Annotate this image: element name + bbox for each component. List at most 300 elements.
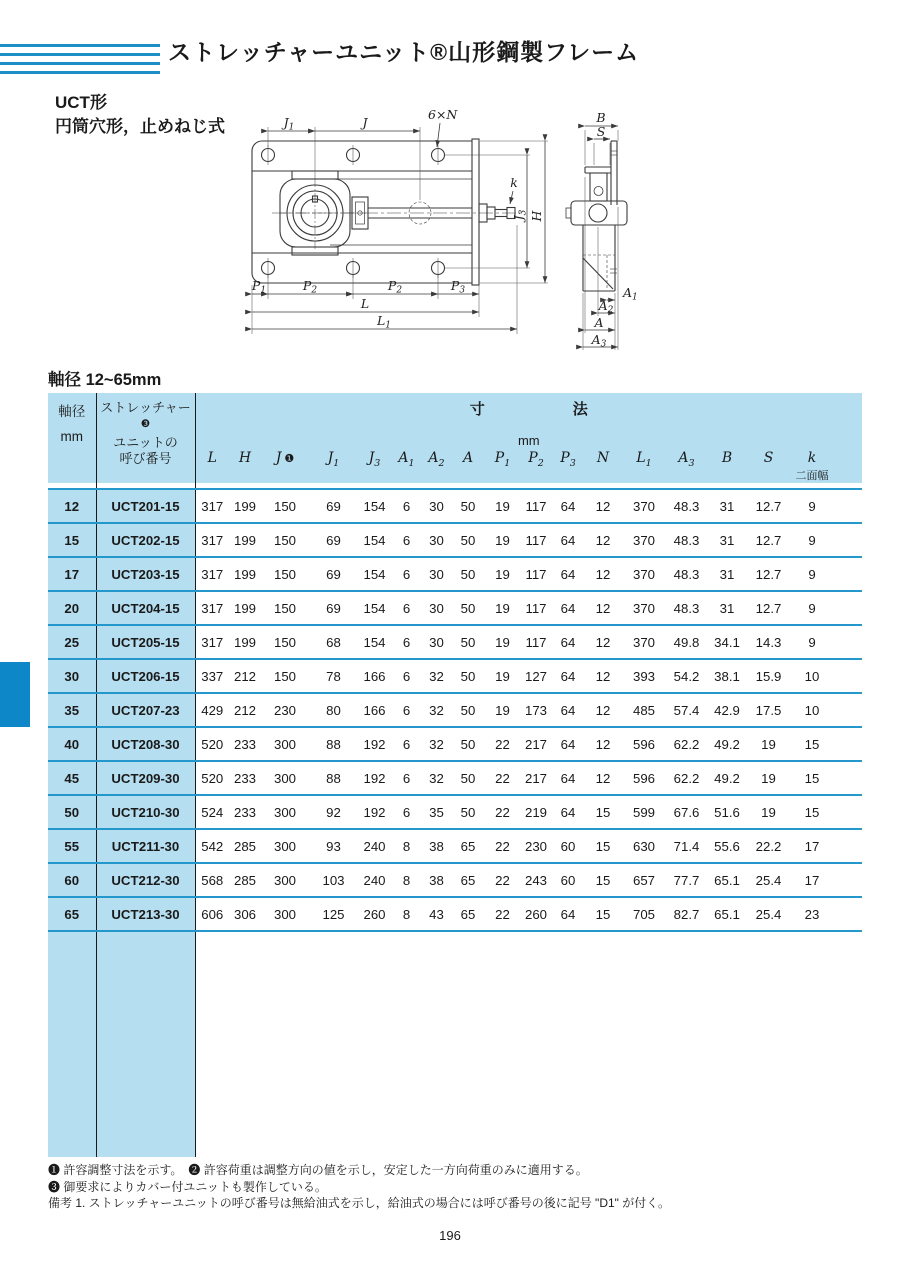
column-header: $J_3$	[358, 448, 391, 483]
dimension-cell: 19	[495, 702, 510, 718]
filler-cell	[834, 489, 862, 523]
dimension-cell: 596	[632, 770, 655, 786]
dimension-cell: 542	[201, 838, 224, 854]
dimension-cell: 606	[201, 906, 224, 922]
dimension-cell: 117	[525, 566, 547, 582]
table-body	[48, 483, 862, 931]
dimension-cell: 64	[560, 702, 576, 718]
dimension-cell: 212	[233, 702, 256, 718]
dimension-cell: 370	[632, 498, 655, 514]
unit-number-header	[96, 393, 195, 483]
dimension-cell: 55.6	[714, 838, 740, 854]
dimension-cell: 60	[560, 872, 576, 888]
dimension-cell: 25.4	[755, 906, 782, 922]
dimension-cell: 199	[233, 532, 256, 548]
shaft-diameter-cell: 25	[48, 625, 96, 659]
dimension-cell: 19	[495, 566, 510, 582]
dimension-cell: 9	[808, 532, 816, 548]
table-row	[48, 693, 862, 727]
unit-number-cell: UCT205-15	[96, 625, 195, 659]
dimension-cell: 6	[402, 770, 411, 786]
page-title: ストレッチャーユニット®山形鋼製フレーム	[168, 39, 640, 65]
dimension-cell: 127	[524, 668, 547, 684]
label-p2: $P_2$	[302, 278, 318, 296]
dimension-cell: 51.6	[714, 804, 740, 820]
dimension-cell: 22	[495, 736, 510, 752]
filler-cell	[834, 693, 862, 727]
column-header: N	[584, 448, 622, 483]
column-header: A	[451, 448, 485, 483]
dimension-cell: 300	[273, 906, 296, 922]
label-a2: $A_2$	[598, 298, 614, 316]
dimension-cell: 154	[363, 634, 386, 650]
dimension-cell: 19	[495, 532, 510, 548]
table-row	[48, 557, 862, 591]
shaft-diameter-cell: 45	[48, 761, 96, 795]
dimension-cell: 15	[595, 872, 611, 888]
unit-number-cell: UCT201-15	[96, 489, 195, 523]
dimension-cell: 19	[495, 668, 510, 684]
dimension-cell: 49.8	[673, 634, 700, 650]
label-l1: $L_1$	[376, 313, 392, 331]
filler-cell	[834, 659, 862, 693]
dimension-table	[48, 393, 862, 1157]
dimension-cell: 285	[233, 838, 256, 854]
dimension-cell: 19	[495, 498, 510, 514]
table-row	[48, 591, 862, 625]
dimension-cell: 12.7	[755, 532, 782, 548]
unit-number-cell: UCT202-15	[96, 523, 195, 557]
dimension-lines	[252, 123, 545, 329]
unit-number-cell: UCT209-30	[96, 761, 195, 795]
dimension-cell: 93	[326, 838, 341, 854]
dimension-cell: 64	[560, 532, 576, 548]
filler-cell	[834, 523, 862, 557]
dimension-cell: 32	[429, 702, 444, 718]
column-header: $J_1$	[309, 448, 358, 483]
shaft-diameter-cell: 55	[48, 829, 96, 863]
header-stripes	[0, 44, 160, 80]
dimension-cell: 22.2	[755, 838, 782, 854]
table-row	[48, 761, 862, 795]
dimension-cell: 705	[632, 906, 655, 922]
dimension-table-wrap	[48, 393, 862, 1157]
shaft-diameter-cell: 17	[48, 557, 96, 591]
shaft-header-unit: mm	[60, 429, 83, 444]
dimension-cell: 14.3	[755, 634, 782, 650]
unit-header-line3: 呼び番号	[119, 451, 172, 466]
dimension-cell: 233	[233, 736, 256, 752]
column-header: k 二面幅	[790, 448, 834, 483]
dimension-cell: 154	[363, 532, 386, 548]
dimension-cell: 117	[525, 498, 547, 514]
shaft-diameter-cell: 15	[48, 523, 96, 557]
dimension-cell: 50	[460, 668, 476, 684]
dimension-cell: 31	[719, 566, 735, 582]
dimension-cell: 8	[402, 906, 411, 922]
unit-header-line2: ユニットの	[113, 435, 178, 450]
dimension-cell: 69	[326, 566, 341, 582]
dimension-cell: 520	[201, 736, 224, 752]
shaft-diameter-cell: 30	[48, 659, 96, 693]
dimension-cell: 30	[429, 566, 444, 582]
table-row	[48, 829, 862, 863]
dimension-cell: 12.7	[755, 566, 782, 582]
dimension-cell: 32	[429, 736, 444, 752]
table-row	[48, 489, 862, 523]
shaft-diameter-cell: 35	[48, 693, 96, 727]
dimension-cell: 230	[524, 838, 547, 854]
stripe-line	[0, 62, 160, 65]
dimension-cell: 64	[560, 668, 576, 684]
dimension-cell: 260	[363, 906, 386, 922]
filler-cell	[834, 591, 862, 625]
unit-number-cell: UCT203-15	[96, 557, 195, 591]
dimension-cell: 15	[595, 838, 611, 854]
dimension-cell: 50	[460, 532, 476, 548]
dimension-cell: 10	[804, 702, 820, 718]
dimension-cell: 64	[560, 736, 576, 752]
dimension-cell: 300	[273, 804, 296, 820]
page-edge-tab	[0, 662, 30, 727]
table-row	[48, 795, 862, 829]
dimension-cell: 8	[402, 838, 411, 854]
column-header: $P_1$	[485, 448, 520, 483]
dimension-cell: 150	[273, 668, 296, 684]
filler-cell	[834, 727, 862, 761]
dimension-cell: 50	[460, 770, 476, 786]
dimension-cell: 12	[595, 668, 611, 684]
dimension-cell: 285	[233, 872, 256, 888]
dimension-cell: 17	[804, 838, 820, 854]
filler-cell	[834, 863, 862, 897]
dimension-cell: 233	[233, 804, 256, 820]
dimension-cell: 65.1	[714, 872, 740, 888]
dimension-cell: 92	[326, 804, 341, 820]
dimension-cell: 65	[460, 906, 476, 922]
dimension-cell: 317	[201, 532, 224, 548]
filler-cell	[834, 557, 862, 591]
filler-cell	[834, 829, 862, 863]
dimension-cell: 43	[429, 906, 444, 922]
label-p3: $P_3$	[450, 278, 466, 296]
dimension-cell: 12	[595, 634, 611, 650]
dimension-cell: 69	[326, 532, 341, 548]
dimension-cell: 150	[273, 498, 296, 514]
dimension-cell: 199	[233, 566, 256, 582]
label-a1: $A_1$	[623, 285, 638, 303]
filler-cell	[834, 795, 862, 829]
dimension-cell: 15.9	[755, 668, 782, 684]
dimension-cell: 30	[429, 600, 444, 616]
column-header: B	[707, 448, 747, 483]
table-row	[48, 727, 862, 761]
shaft-diameter-cell: 40	[48, 727, 96, 761]
dimension-cell: 19	[761, 736, 776, 752]
label-b: B	[596, 110, 606, 125]
dimension-cell: 48.3	[673, 566, 700, 582]
shaft-header-label: 軸径	[58, 404, 86, 419]
filler-cell	[834, 625, 862, 659]
shaft-diameter-cell: 60	[48, 863, 96, 897]
dimension-cell: 199	[233, 600, 256, 616]
dimension-cell: 17.5	[755, 702, 782, 718]
footnote-line: ❸ 御要求によりカバー付ユニットも製作している。	[48, 1179, 327, 1194]
footnote-line: 備考 1. ストレッチャーユニットの呼び番号は無給油式を示し，給油式の場合には呼び番号の後に記号 "D1" が付く。	[48, 1196, 671, 1210]
dimension-cell: 192	[363, 736, 386, 752]
dimension-cell: 19	[495, 600, 510, 616]
shaft-diameter-cell: 65	[48, 897, 96, 931]
dimension-cell: 12.7	[755, 600, 782, 616]
dimension-cell: 22	[495, 872, 510, 888]
dimension-cell: 31	[719, 532, 735, 548]
dimensions-title: 寸法	[469, 401, 676, 418]
dimension-cell: 50	[460, 736, 476, 752]
label-k: k	[510, 175, 518, 190]
dimension-cell: 393	[632, 668, 655, 684]
shaft-diameter-cell: 20	[48, 591, 96, 625]
dimension-cell: 300	[273, 838, 296, 854]
dimension-cell: 65	[460, 872, 476, 888]
unit-number-cell: UCT212-30	[96, 863, 195, 897]
dimension-cell: 240	[363, 872, 386, 888]
dimension-cell: 12	[595, 736, 611, 752]
dimension-cell: 300	[273, 872, 296, 888]
dimension-cell: 524	[201, 804, 224, 820]
dimension-cell: 22	[495, 770, 510, 786]
dimension-cell: 630	[632, 838, 655, 854]
dimension-cell: 48.3	[673, 600, 700, 616]
unit-number-cell: UCT213-30	[96, 897, 195, 931]
dimension-cell: 6	[402, 566, 411, 582]
dimension-cell: 12.7	[755, 498, 782, 514]
dimension-cell: 62.2	[673, 770, 700, 786]
dimension-cell: 150	[273, 634, 296, 650]
unit-number-cell: UCT211-30	[96, 829, 195, 863]
dimension-cell: 30	[429, 498, 444, 514]
filler-cell	[834, 897, 862, 931]
drawing-labels	[251, 107, 638, 350]
dimension-cell: 6	[402, 634, 411, 650]
dimension-cell: 25.4	[755, 872, 782, 888]
dimension-cell: 19	[495, 634, 510, 650]
dimension-cell: 10	[804, 668, 820, 684]
dimension-cell: 6	[402, 668, 411, 684]
dimension-cell: 306	[233, 906, 256, 922]
dimension-cell: 117	[525, 532, 547, 548]
label-6xn: 6×N	[428, 107, 458, 122]
dimension-cell: 64	[560, 804, 576, 820]
label-p1: $P_1$	[251, 278, 267, 296]
table-extension	[48, 931, 862, 1157]
dimension-cell: 192	[363, 804, 386, 820]
model-subtype: 円筒穴形，止めねじ式	[55, 117, 225, 136]
dimension-cell: 6	[402, 498, 411, 514]
dimension-cell: 22	[495, 804, 510, 820]
dimension-cell: 64	[560, 600, 576, 616]
dimension-cell: 64	[560, 498, 576, 514]
dimension-cell: 337	[201, 668, 224, 684]
column-header: $A_1$	[391, 448, 422, 483]
label-s: S	[596, 124, 606, 139]
unit-number-cell: UCT207-23	[96, 693, 195, 727]
dimension-cell: 15	[804, 804, 820, 820]
filler-header	[834, 448, 862, 483]
unit-number-cell: UCT204-15	[96, 591, 195, 625]
front-view	[252, 123, 627, 350]
dimension-cell: 520	[201, 770, 224, 786]
dimension-cell: 150	[273, 566, 296, 582]
dimension-cell: 38	[429, 872, 444, 888]
dimension-cell: 233	[233, 770, 256, 786]
column-header: $L_1$	[622, 448, 666, 483]
dimension-cell: 32	[429, 770, 444, 786]
dimension-cell: 370	[632, 600, 655, 616]
unit-number-cell: UCT210-30	[96, 795, 195, 829]
unit-number-cell: UCT206-15	[96, 659, 195, 693]
dimension-cell: 166	[363, 668, 386, 684]
dimension-cell: 19	[761, 770, 776, 786]
dimension-cell: 485	[632, 702, 655, 718]
dimension-cell: 64	[560, 906, 576, 922]
dimension-cell: 154	[363, 498, 386, 514]
dimension-cell: 49.2	[714, 736, 740, 752]
column-header: $P_2$	[520, 448, 552, 483]
dimension-cell: 657	[632, 872, 655, 888]
section-heading: 軸径 12~65mm	[48, 371, 162, 389]
table-header	[48, 393, 862, 483]
dimension-cell: 300	[273, 736, 296, 752]
shaft-diameter-cell: 50	[48, 795, 96, 829]
dimension-cell: 6	[402, 736, 411, 752]
dimension-cell: 6	[402, 600, 411, 616]
dimension-cell: 38.1	[714, 668, 740, 684]
dimension-cell: 15	[804, 736, 820, 752]
stripe-line	[0, 44, 160, 47]
dimension-cell: 243	[524, 872, 547, 888]
dimension-cell: 317	[201, 566, 224, 582]
dimension-cell: 15	[595, 804, 611, 820]
dimension-cell: 154	[363, 566, 386, 582]
model-designation: UCT形	[55, 93, 107, 112]
dimension-cell: 69	[326, 600, 341, 616]
dimension-cell: 8	[402, 872, 411, 888]
note-1-mark: ❶	[284, 453, 295, 465]
dimension-cell: 64	[560, 634, 576, 650]
dimension-cell: 599	[632, 804, 655, 820]
label-j3: $J_3$	[511, 209, 529, 221]
dimension-cell: 49.2	[714, 770, 740, 786]
dimension-cell: 17	[804, 872, 820, 888]
dimension-cell: 117	[525, 600, 547, 616]
dimension-cell: 50	[460, 804, 476, 820]
dimension-cell: 65.1	[714, 906, 740, 922]
filler-cell	[834, 761, 862, 795]
dimension-cell: 317	[201, 498, 224, 514]
dimensions-unit: mm	[517, 433, 540, 448]
dimension-cell: 31	[719, 600, 735, 616]
dimension-cell: 32	[429, 668, 444, 684]
dimension-cell: 35	[429, 804, 444, 820]
dimension-cell: 48.3	[673, 498, 700, 514]
label-a: A	[594, 315, 604, 330]
dimension-cell: 12	[595, 498, 611, 514]
column-header: S	[747, 448, 790, 483]
shaft-diameter-cell: 12	[48, 489, 96, 523]
note-3-mark: ❸	[140, 418, 151, 430]
dimension-cell: 217	[524, 736, 547, 752]
label-j1: $J_1$	[283, 115, 295, 133]
dimension-cell: 260	[524, 906, 547, 922]
bolt-holes	[262, 145, 445, 278]
column-header: L	[195, 448, 229, 483]
dimension-cell: 370	[632, 566, 655, 582]
dimension-cell: 199	[233, 498, 256, 514]
label-p2b: $P_2$	[387, 278, 403, 296]
dimension-cell: 62.2	[673, 736, 700, 752]
column-header: $P_3$	[552, 448, 584, 483]
dimension-cell: 50	[460, 498, 476, 514]
dimension-cell: 317	[201, 634, 224, 650]
dimension-cell: 23	[804, 906, 820, 922]
dimension-cell: 230	[273, 702, 296, 718]
dimension-cell: 240	[363, 838, 386, 854]
stripe-line	[0, 53, 160, 56]
dimension-cell: 12	[595, 532, 611, 548]
dimension-cell: 64	[560, 770, 576, 786]
dimension-cell: 173	[524, 702, 547, 718]
footnotes	[48, 1162, 860, 1212]
column-header: J ❶	[261, 448, 309, 483]
dimension-cell: 199	[233, 634, 256, 650]
column-header: $A_3$	[666, 448, 707, 483]
dimension-cell: 212	[233, 668, 256, 684]
dimension-cell: 78	[326, 668, 341, 684]
dimension-cell: 370	[632, 532, 655, 548]
table-row	[48, 863, 862, 897]
dimension-cell: 9	[808, 634, 816, 650]
dimension-cell: 6	[402, 532, 411, 548]
dimension-cell: 22	[495, 906, 510, 922]
dimension-cell: 30	[429, 634, 444, 650]
dimension-cell: 317	[201, 600, 224, 616]
label-a3: $A_3$	[591, 332, 607, 350]
dimension-cell: 65	[460, 838, 476, 854]
dimension-cell: 30	[429, 532, 444, 548]
table-row	[48, 659, 862, 693]
column-header: $A_2$	[422, 448, 451, 483]
dimension-cell: 117	[525, 634, 547, 650]
dimension-cell: 15	[804, 770, 820, 786]
extension-lines	[252, 127, 548, 334]
dimension-cell: 429	[201, 702, 224, 718]
dimension-cell: 6	[402, 702, 411, 718]
dimension-cell: 42.9	[714, 702, 740, 718]
dimension-cell: 57.4	[673, 702, 700, 718]
label-j: J	[362, 115, 368, 130]
label-h: H	[529, 210, 544, 222]
dimension-cell: 50	[460, 566, 476, 582]
dimension-cell: 192	[363, 770, 386, 786]
dimensions-header	[195, 393, 862, 448]
dimension-cell: 34.1	[714, 634, 740, 650]
shaft-diameter-header	[48, 393, 96, 483]
table-row	[48, 523, 862, 557]
dimension-cell: 15	[595, 906, 611, 922]
unit-number-cell: UCT208-30	[96, 727, 195, 761]
dimension-cell: 150	[273, 600, 296, 616]
dimension-cell: 71.4	[673, 838, 700, 854]
